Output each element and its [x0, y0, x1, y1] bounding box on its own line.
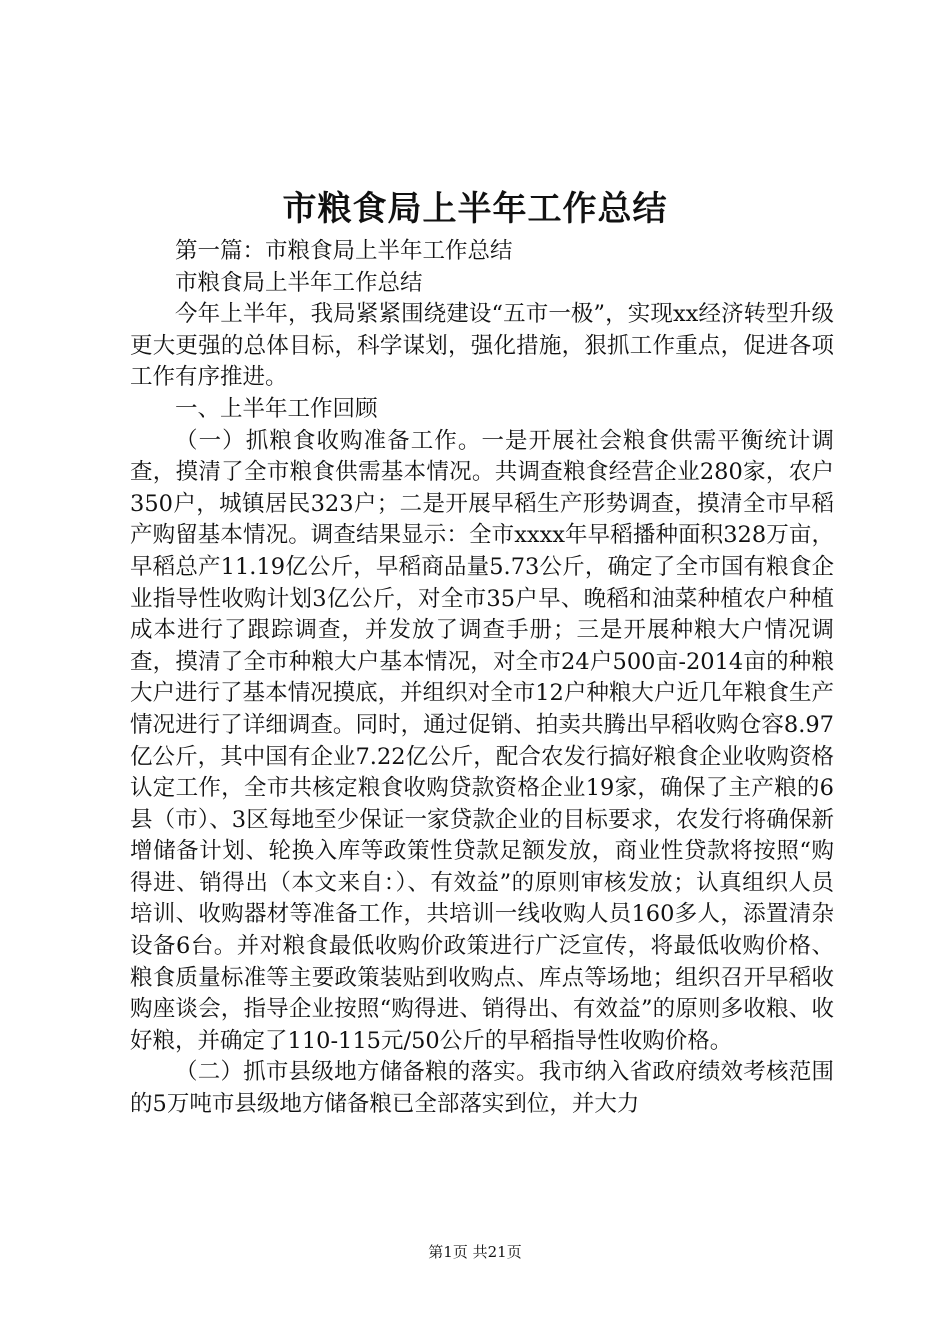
body-paragraph-reserve-grain: （二）抓市县级地方储备粮的落实。我市纳入省政府绩效考核范围的5万吨市县级地方储备粮已全部落实到位，并大力 — [130, 1059, 834, 1118]
document-body — [130, 236, 834, 1121]
review-heading: 一、上半年工作回顾 — [175, 395, 378, 422]
body-paragraph-grain-purchase: （一）抓粮食收购准备工作。一是开展社会粮食供需平衡统计调查，摸清了全市粮食供需基本情况。共调查粮食经营企业280家，农户350户，城镇居民323户；二是开展早稻生产形势调查，摸清全市早稻产购留基本情况。调查结果显示：全市xxxx年早稻播种面积328万亩，早稻总产11.19亿公斤，早稻商品量5.73公斤，确定了全市国有粮食企业指导性收购计划3亿公斤，对全市35户早、晚稻和油菜种植农户种植成本进行了跟踪调查，并发放了调查手册；三是开展种粮大户情况调查，摸清了全市种粮大户基本情况，对全市24户500亩-2014亩的种粮大户进行了基本情况摸底，并组织对全市12户种粮大户近几年粮食生产情况进行了详细调查。同时，通过促销、拍卖共腾出早稻收购仓容8.97亿公斤，其中国有企业7.22亿公斤，配合农发行搞好粮食企业收购资格认定工作，全市共核定粮食收购贷款资格企业19家，确保了主产粮的6县（市）、3区每地至少保证一家贷款企业的目标要求，农发行将确保新增储备计划、轮换入库等政策性贷款足额发放，商业性贷款将按照“购得进、销得出（本文来自：）、有效益”的原则审核发放；认真组织人员培训、收购器材等准备工作，共培训一线收购人员160多人，添置清杂设备6台。并对粮食最低收购价政策进行广泛宣传，将最低收购价格、粮食质量标准等主要政策装贴到收购点、库点等场地；组织召开早稻收购座谈会，指导企业按照“购得进、销得出、有效益”的原则多收粮、收好粮，并确定了110-115元/50公斤的早稻指导性收购价格。 — [130, 427, 834, 1054]
page-footer: 第1页 共21页 — [428, 1243, 522, 1261]
subtitle: 市粮食局上半年工作总结 — [175, 269, 423, 296]
document-title: 市粮食局上半年工作总结 — [282, 189, 668, 229]
section-heading: 第一篇：市粮食局上半年工作总结 — [175, 238, 513, 264]
intro-paragraph: 今年上半年，我局紧紧围绕建设“五市一极”，实现xx经济转型升级更大更强的总体目标，科学谋划，强化措施，狠抓工作重点，促进各项工作有序推进。 — [130, 301, 834, 391]
